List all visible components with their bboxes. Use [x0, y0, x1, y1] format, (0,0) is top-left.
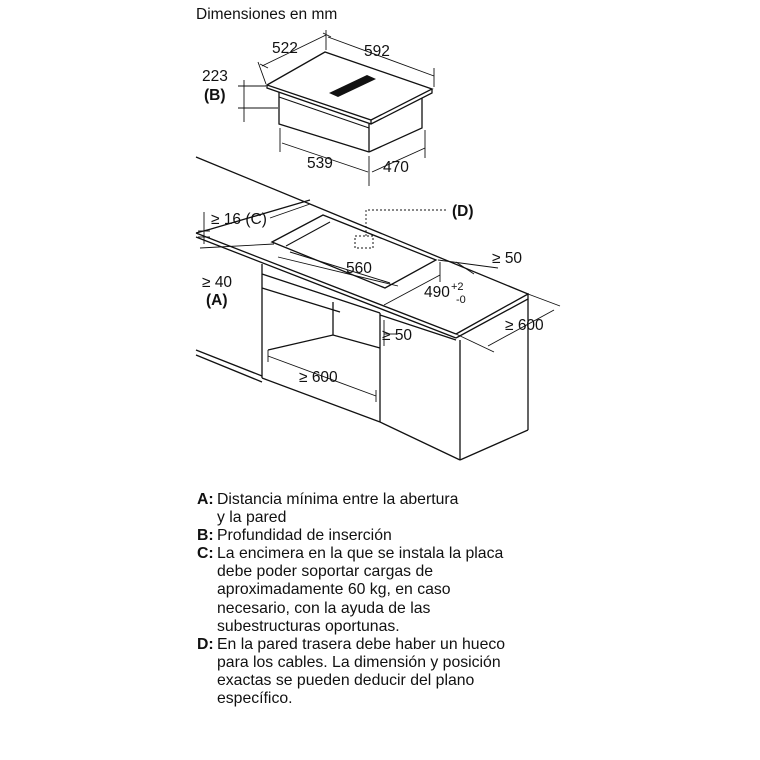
legend-text: Distancia mínima entre la abertura y la pared	[217, 491, 459, 527]
legend-text: En la pared trasera debe haber un hueco para los cables. La dimensión y posición exactas se pueden deducir del plano específico.	[217, 635, 506, 708]
legend	[197, 491, 597, 708]
dim-470: 470	[383, 159, 409, 176]
legend-item-c	[197, 545, 597, 635]
base-cabinets	[196, 264, 528, 460]
dim-a-ref: (A)	[206, 292, 228, 309]
dim-tol-minus: -0	[456, 294, 466, 306]
extractor-vent	[329, 75, 376, 97]
dim-cabinet-depth: ≥ 600	[505, 317, 544, 334]
dim-d-ref: (D)	[452, 203, 474, 220]
hob-device	[267, 52, 432, 152]
dim-490: 490	[424, 284, 450, 301]
dim-cabinet-front-gap: ≥ 50	[382, 327, 413, 344]
legend-key: D:	[197, 635, 214, 653]
diagram-title: Dimensiones en mm	[196, 6, 338, 23]
legend-key: B:	[197, 527, 214, 545]
legend-item-a	[197, 491, 597, 527]
dim-right-gap: ≥ 50	[492, 250, 523, 267]
dim-223: 223	[202, 68, 228, 85]
legend-key: C:	[197, 545, 214, 563]
dim-min-40: ≥ 40	[202, 274, 233, 291]
legend-key: A:	[197, 491, 214, 508]
dim-tol-plus: +2	[451, 281, 464, 293]
legend-item-b	[197, 527, 597, 545]
dim-b-ref: (B)	[204, 87, 226, 104]
dim-560: 560	[346, 260, 372, 277]
dim-539: 539	[307, 155, 333, 172]
dim-522: 522	[272, 40, 298, 57]
legend-text: La encimera en la que se instala la placa debe poder soportar cargas de aproximadamente 60 kg, en caso necesario, con la ayuda de las subestructuras oportunas.	[217, 545, 504, 635]
dim-cabinet-width: ≥ 600	[299, 369, 338, 386]
dim-min-16: ≥ 16 (C)	[211, 211, 267, 228]
legend-item-d	[197, 636, 597, 708]
dim-592: 592	[364, 43, 390, 60]
legend-text: Profundidad de inserción	[217, 527, 392, 545]
